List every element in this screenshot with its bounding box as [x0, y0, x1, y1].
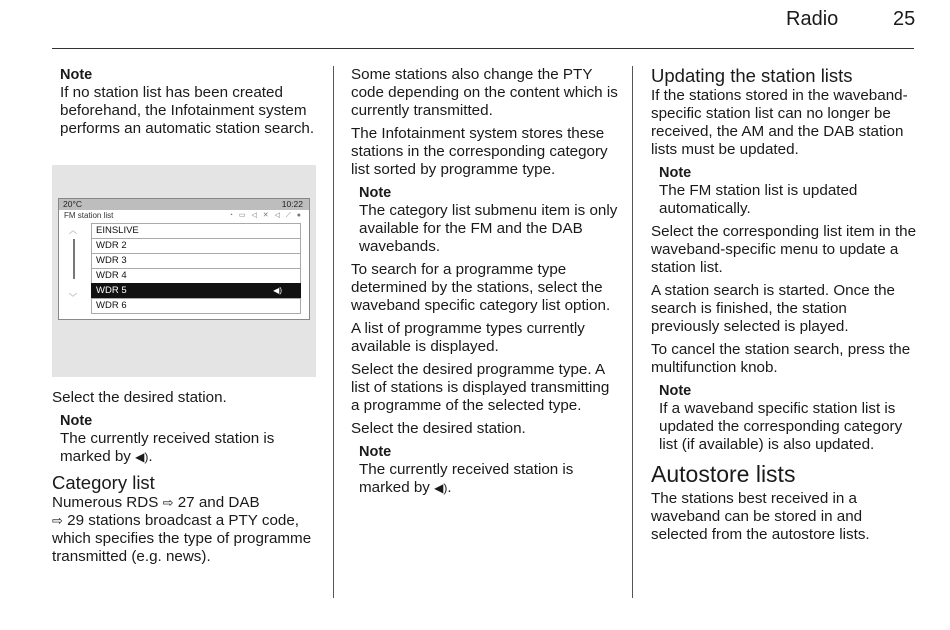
- station-name: EINSLIVE: [96, 225, 139, 236]
- station-name: WDR 6: [96, 300, 127, 311]
- note-text: The category list submenu item is only available for the FM and the DAB wavebands.: [359, 202, 618, 255]
- page-number: 25: [893, 8, 916, 30]
- paragraph: Some stations also change the PTY code depending on the content which is currently transmitted.: [351, 66, 618, 119]
- note-box: [60, 412, 317, 466]
- list-title: FM station list: [64, 211, 114, 220]
- station-list-screenshot: [52, 165, 316, 377]
- column-3: [651, 62, 917, 549]
- paragraph: To search for a programme type determined by the stations, select the waveband specific category list option.: [351, 261, 611, 314]
- paragraph: The Infotainment system stores these stations in the corresponding category list sorted by programme type.: [351, 125, 608, 178]
- station-list: [91, 223, 301, 314]
- station-row[interactable]: [91, 223, 301, 238]
- paragraph: Select the desired station.: [351, 420, 526, 437]
- scroll-down-icon[interactable]: ﹀: [69, 293, 77, 302]
- scrollbar[interactable]: [73, 239, 75, 279]
- speaker-icon: ◀): [273, 286, 282, 295]
- station-row[interactable]: [91, 253, 301, 268]
- section-heading-large: Autostore lists: [651, 461, 796, 487]
- note-text: If no station list has been created beforehand, the Infotainment system performs an automatic station search.: [60, 84, 315, 137]
- paragraph: If the stations stored in the waveband-specific station list can no longer be received, the AM and the DAB station lists must be updated.: [651, 87, 908, 158]
- infotainment-screen: [58, 198, 310, 320]
- column-2: [351, 66, 619, 502]
- station-row-selected[interactable]: [91, 283, 301, 298]
- section-heading: Updating the station lists: [651, 65, 853, 86]
- status-icons: ◔ ▭ ◁ ✕ ◁ ⟋ ●: [228, 212, 303, 219]
- column-divider-2: [632, 66, 633, 598]
- page-header-title: Radio: [786, 8, 839, 30]
- station-row[interactable]: [91, 298, 301, 314]
- note-text: The currently received station is marked by: [359, 461, 574, 496]
- note-label: Note: [659, 165, 692, 181]
- paragraph: [52, 494, 317, 566]
- note-label: Note: [60, 67, 93, 83]
- note-text: The FM station list is updated automatically.: [659, 182, 858, 217]
- section-heading: Category list: [52, 472, 155, 493]
- column-1-lower: [52, 389, 317, 571]
- note-text: If a waveband specific station list is updated the corresponding category list (if available) is also updated.: [659, 400, 903, 453]
- temperature: 20°C: [63, 199, 82, 209]
- scroll-up-icon[interactable]: ︿: [69, 226, 77, 235]
- note-label: Note: [659, 383, 692, 399]
- list-header: [59, 210, 309, 221]
- header-rule: [52, 48, 914, 49]
- station-row[interactable]: [91, 268, 301, 283]
- column-1: [52, 66, 317, 143]
- note-text: The currently received station is marked by: [60, 430, 275, 465]
- cross-reference-arrow-icon: ⇨: [52, 513, 63, 528]
- speaker-icon: ◀): [135, 450, 149, 464]
- note-end: .: [447, 479, 452, 496]
- note-box: [359, 443, 619, 497]
- paragraph: Select the corresponding list item in the waveband-specific menu to update a station list.: [651, 223, 917, 276]
- paragraph: The stations best received in a waveband can be stored in and selected from the autostore lists.: [651, 490, 870, 543]
- note-box: [659, 382, 917, 454]
- paragraph: Select the desired programme type. A list of stations is displayed transmitting a programme of the selected type.: [351, 361, 610, 414]
- paragraph: A station search is started. Once the search is finished, the station previously selected is played.: [651, 282, 895, 335]
- paragraph: A list of programme types currently available is displayed.: [351, 320, 585, 355]
- clock: 10:22: [281, 199, 303, 209]
- paragraph: Select the desired station.: [52, 389, 227, 406]
- note-box: [359, 184, 619, 256]
- speaker-icon: ◀): [434, 481, 448, 495]
- text-run: 29 stations broadcast a PTY code, which specifies the type of programme transmitted (e.g. news).: [52, 512, 312, 565]
- note-end: .: [148, 448, 153, 465]
- column-divider-1: [333, 66, 334, 598]
- station-name: WDR 3: [96, 255, 127, 266]
- station-name: WDR 5: [96, 285, 127, 296]
- cross-reference-arrow-icon: ⇨: [162, 495, 174, 510]
- note-box: [60, 66, 317, 138]
- note-label: Note: [359, 185, 392, 201]
- status-bar: [59, 199, 309, 210]
- note-label: Note: [60, 413, 93, 429]
- station-row[interactable]: [91, 238, 301, 253]
- text-run: 27 and DAB: [177, 494, 260, 511]
- station-name: WDR 2: [96, 240, 127, 251]
- station-name: WDR 4: [96, 270, 127, 281]
- paragraph: To cancel the station search, press the multifunction knob.: [651, 341, 911, 376]
- note-box: [659, 164, 917, 218]
- text-run: Numerous RDS: [52, 494, 159, 511]
- note-label: Note: [359, 444, 392, 460]
